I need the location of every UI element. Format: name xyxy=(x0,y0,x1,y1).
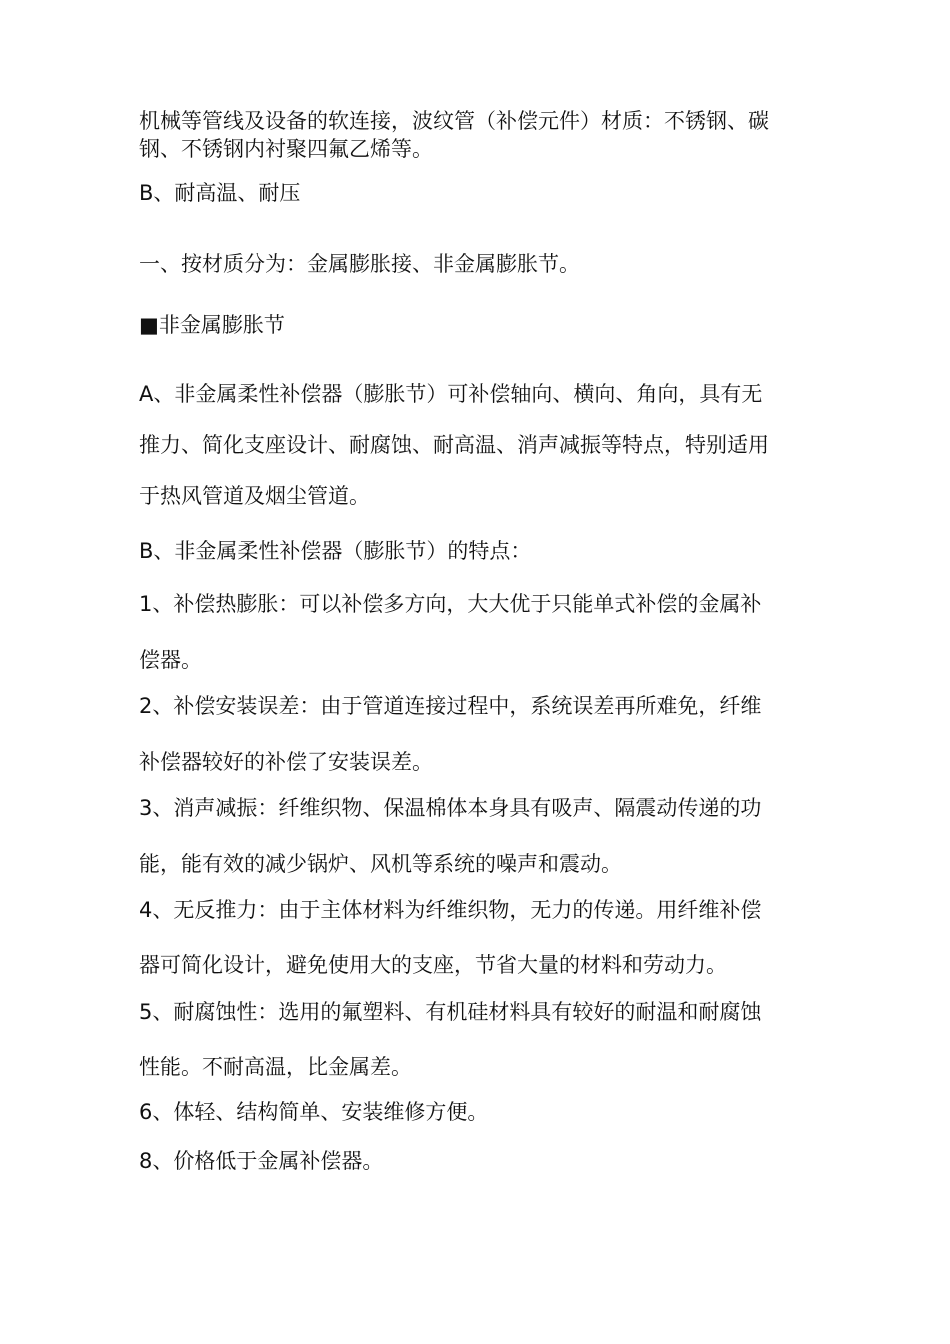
text-line: 器可简化设计，避免使用大的支座，节省大量的材料和劳动力。 xyxy=(139,953,727,977)
list-item: 3、消声减振：纤维织物、保温棉体本身具有吸声、隔震动传递的功 xyxy=(139,796,762,820)
list-item: 8、价格低于金属补偿器。 xyxy=(139,1149,384,1173)
text-line: A、非金属柔性补偿器（膨胀节）可补偿轴向、横向、角向，具有无 xyxy=(139,382,763,406)
text-line: 偿器。 xyxy=(139,648,202,672)
list-item: 4、无反推力：由于主体材料为纤维织物，无力的传递。用纤维补偿 xyxy=(139,898,762,922)
text-line: 于热风管道及烟尘管道。 xyxy=(139,484,370,508)
text-line: 机械等管线及设备的软连接，波纹管（补偿元件）材质：不锈钢、碳 xyxy=(139,109,769,133)
text-line: 钢、不锈钢内衬聚四氟乙烯等。 xyxy=(139,137,433,161)
section-heading: 一、按材质分为：金属膨胀接、非金属膨胀节。 xyxy=(139,252,580,276)
list-item: 1、补偿热膨胀：可以补偿多方向，大大优于只能单式补偿的金属补 xyxy=(139,592,762,616)
section-heading: ■非金属膨胀节 xyxy=(139,313,285,337)
text-line: 补偿器较好的补偿了安装误差。 xyxy=(139,750,433,774)
list-item: 2、补偿安装误差：由于管道连接过程中，系统误差再所难免，纤维 xyxy=(139,694,762,718)
list-item: 6、体轻、结构简单、安装维修方便。 xyxy=(139,1100,489,1124)
list-item: 5、耐腐蚀性：选用的氟塑料、有机硅材料具有较好的耐温和耐腐蚀 xyxy=(139,1000,762,1024)
text-line: 推力、简化支座设计、耐腐蚀、耐高温、消声减振等特点，特别适用 xyxy=(139,433,769,457)
text-line: 性能。不耐高温，比金属差。 xyxy=(139,1055,412,1079)
text-line: 能，能有效的减少锅炉、风机等系统的噪声和震动。 xyxy=(139,852,622,876)
section-heading: B、耐高温、耐压 xyxy=(139,181,301,205)
section-heading: B、非金属柔性补偿器（膨胀节）的特点： xyxy=(139,539,532,563)
